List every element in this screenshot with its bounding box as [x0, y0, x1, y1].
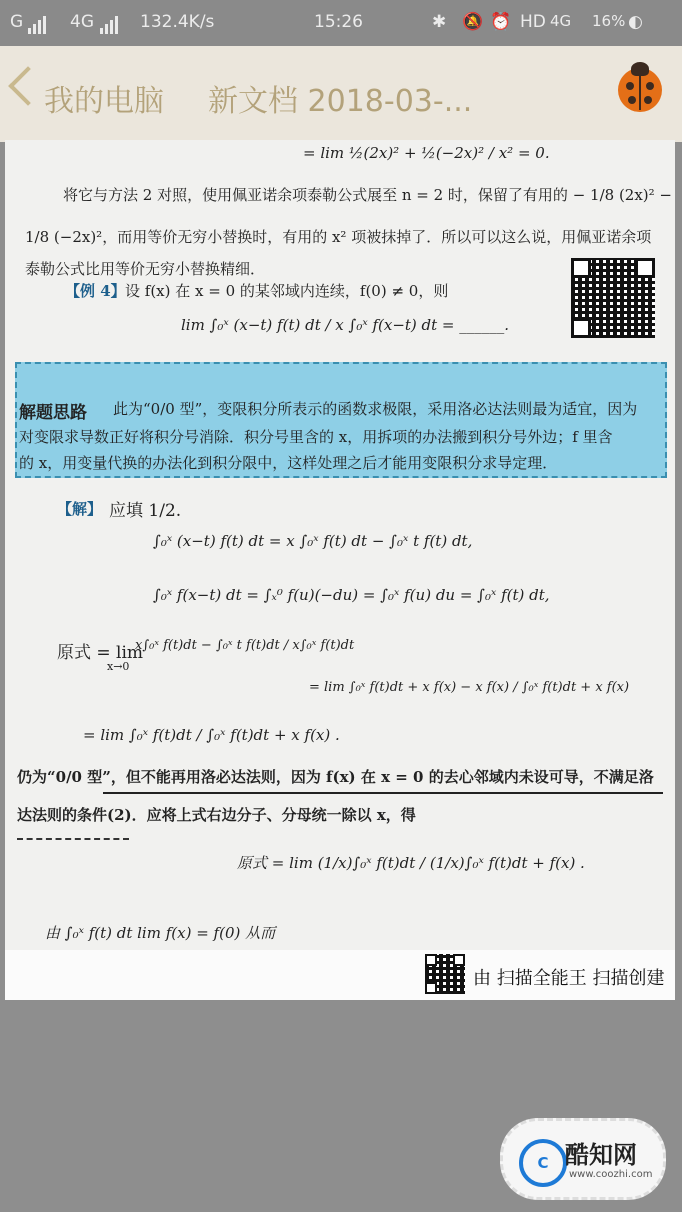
- ladybug-icon[interactable]: [618, 68, 662, 112]
- hd-label: HD: [520, 12, 546, 32]
- example-label: 【例 4】: [65, 282, 126, 300]
- coozhi-logo-icon: C: [519, 1139, 567, 1187]
- alarm-icon: ⏰: [490, 12, 512, 32]
- document-title: 新文档 2018-03-...: [208, 84, 473, 119]
- back-chevron-icon[interactable]: [8, 66, 48, 106]
- text-line-cut: 由 ∫₀ˣ f(t) dt lim f(x) = f(0) 从而: [45, 924, 276, 942]
- scanned-page: [5, 140, 675, 1000]
- mute-icon: 🔕: [462, 12, 484, 32]
- solution-label: 【解】: [57, 500, 103, 518]
- page-photo: [5, 140, 675, 950]
- limit-subscript: x→0: [107, 660, 130, 673]
- equation-4: = lim ∫₀ˣ f(t)dt / ∫₀ˣ f(t)dt + x f(x) .: [83, 726, 340, 744]
- footer-qr-code: [425, 954, 465, 994]
- hint-title: 解题思路: [19, 403, 87, 423]
- text-line-3: 泰勒公式比用等价无穷小替换精细．: [25, 260, 266, 278]
- carrier-label: G: [10, 12, 24, 32]
- network-label-2: 4G: [550, 12, 572, 30]
- network-speed: 132.4K/s: [140, 12, 215, 32]
- example-limit: lim ∫₀ˣ (x−t) f(t) dt / x ∫₀ˣ f(x−t) dt = ______.: [181, 316, 510, 334]
- remark-line-2: 达法则的条件(2)．应将上式右边分子、分母统一除以 x，得: [17, 806, 416, 824]
- equation-3-left: 原式 = lim: [57, 643, 144, 663]
- hint-line-2: 对变限求导数正好将积分号消除．积分号里含的 x，用拆项的办法搬到积分号外边；f 里含: [19, 428, 613, 446]
- equation-5: 原式 = lim (1/x)∫₀ˣ f(t)dt / (1/x)∫₀ˣ f(t)dt + f(x) .: [237, 854, 585, 872]
- solution-answer: 应填 1/2.: [109, 501, 182, 521]
- watermark-url: www.coozhi.com: [569, 1169, 653, 1180]
- footer-caption: 由 扫描全能王 扫描创建: [473, 968, 665, 989]
- equation-3-fraction-1: x∫₀ˣ f(t)dt − ∫₀ˣ t f(t)dt / x∫₀ˣ f(t)dt: [135, 638, 355, 653]
- watermark-name: 酷知网: [565, 1141, 637, 1169]
- network-label: 4G: [70, 12, 94, 32]
- handwritten-underline: [103, 788, 663, 794]
- bluetooth-icon: ✱: [432, 12, 447, 32]
- hint-line-1: 此为“0/0 型”，变限积分所表示的函数求极限，采用洛必达法则最为适宜，因为: [113, 400, 638, 418]
- scan-footer: [5, 950, 675, 1000]
- qr-code: [571, 258, 655, 338]
- site-watermark: [500, 1118, 666, 1200]
- clock: 15:26: [314, 12, 363, 32]
- battery-icon: ◐: [628, 12, 643, 32]
- equation-3-fraction-2: = lim ∫₀ˣ f(t)dt + x f(x) − x f(x) / ∫₀ˣ f(t)dt + x f(x): [309, 680, 630, 695]
- back-button[interactable]: 我的电脑: [44, 84, 164, 119]
- text-line-1: 将它与方法 2 对照，使用佩亚诺余项泰勒公式展至 n = 2 时，保留了有用的 − 1/8 (2x)² −: [63, 186, 672, 204]
- equation-1: ∫₀ˣ (x−t) f(t) dt = x ∫₀ˣ f(t) dt − ∫₀ˣ t f(t) dt,: [153, 532, 473, 550]
- signal-icon: [28, 14, 48, 34]
- status-bar: [0, 0, 682, 46]
- remark-line-1: 仍为“0/0 型”，但不能再用洛必达法则，因为 f(x) 在 x = 0 的去心邻域内未设可导，不满足洛: [17, 768, 654, 786]
- hint-line-3: 的 x，用变量代换的办法化到积分限中，这样处理之后才能用变限积分求导定理．: [19, 454, 558, 472]
- battery-percent: 16%: [592, 12, 626, 30]
- nav-bar: [0, 46, 682, 142]
- signal-icon-2: [100, 14, 120, 34]
- equation-top: = lim ½(2x)² + ½(−2x)² / x² = 0.: [303, 144, 550, 162]
- text-line-2: 1/8 (−2x)²，而用等价无穷小替换时，有用的 x² 项被抹掉了．所以可以这么说，用佩亚诺余项: [25, 228, 652, 246]
- equation-2: ∫₀ˣ f(x−t) dt = ∫ₓ⁰ f(u)(−du) = ∫₀ˣ f(u) du = ∫₀ˣ f(t) dt,: [153, 586, 550, 604]
- example-text: 设 f(x) 在 x = 0 的某邻域内连续，f(0) ≠ 0，则: [125, 282, 449, 300]
- handwritten-squiggle: [17, 830, 129, 840]
